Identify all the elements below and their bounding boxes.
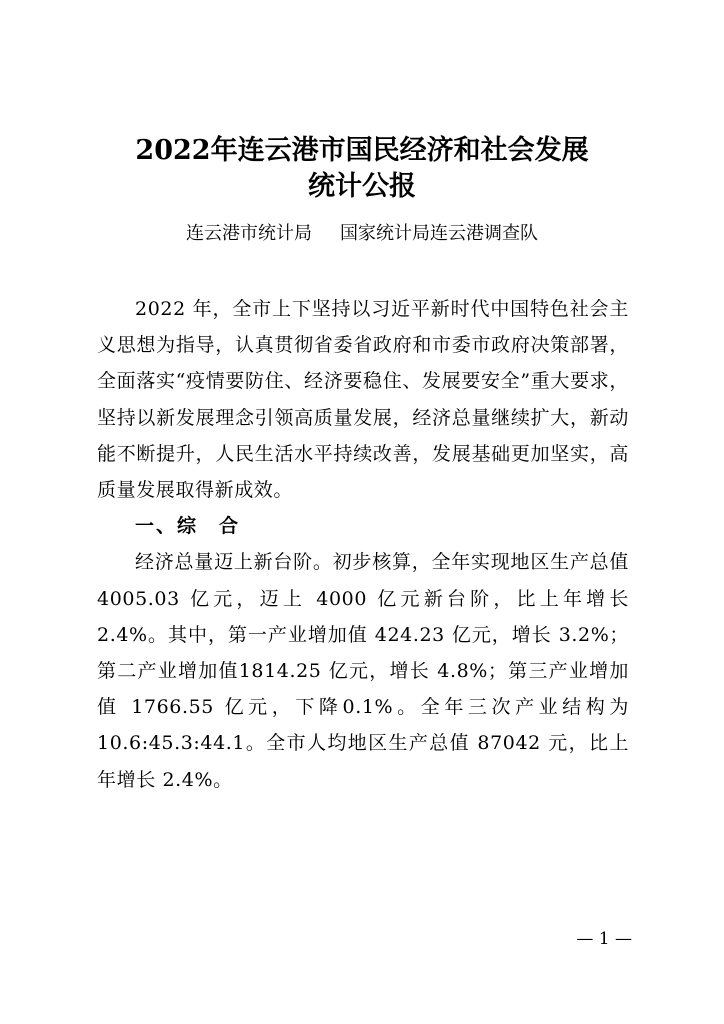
document-body — [97, 291, 629, 798]
document-title-line-2: 统计公报 — [308, 171, 416, 202]
section-heading-general: 一、综 合 — [135, 515, 241, 538]
page-number: — 1 — — [576, 929, 632, 949]
document-title-line-1: 2022年连云港市国民经济和社会发展 — [135, 135, 589, 166]
intro-paragraph: 2022 年，全市上下坚持以习近平新时代中国特色社会主义思想为指导，认真贯彻省委省政府和市委市政府决策部署，全面落实“疫情要防住、经济要稳住、发展要安全”重大要求，坚持以新发展理念引领高质量发展，经济总量继续扩大，新动能不断提升，人民生活水平持续改善，发展基础更加坚实，高质量发展取得新成效。 — [97, 298, 629, 502]
author-bureau: 连云港市统计局 — [186, 223, 312, 244]
section-general-paragraph: 经济总量迈上新台阶。初步核算，全年实现地区生产总值4005.03 亿元，迈上 4000 亿元新台阶，比上年增长 2.4%。其中，第一产业增加值 424.23 亿元，增长 3.2%；第二产业增加值1814.25 亿元，增长 4.8%；第三产业增加值 1766.55 亿元，下降0.1%。全年三次产业结构为 10.6:45.3:44.1。全市人均地区生产总值 87042 元，比上年增长 2.4%。 — [97, 551, 629, 791]
authors-line — [0, 222, 724, 246]
author-survey-team: 国家统计局连云港调查队 — [340, 223, 538, 244]
